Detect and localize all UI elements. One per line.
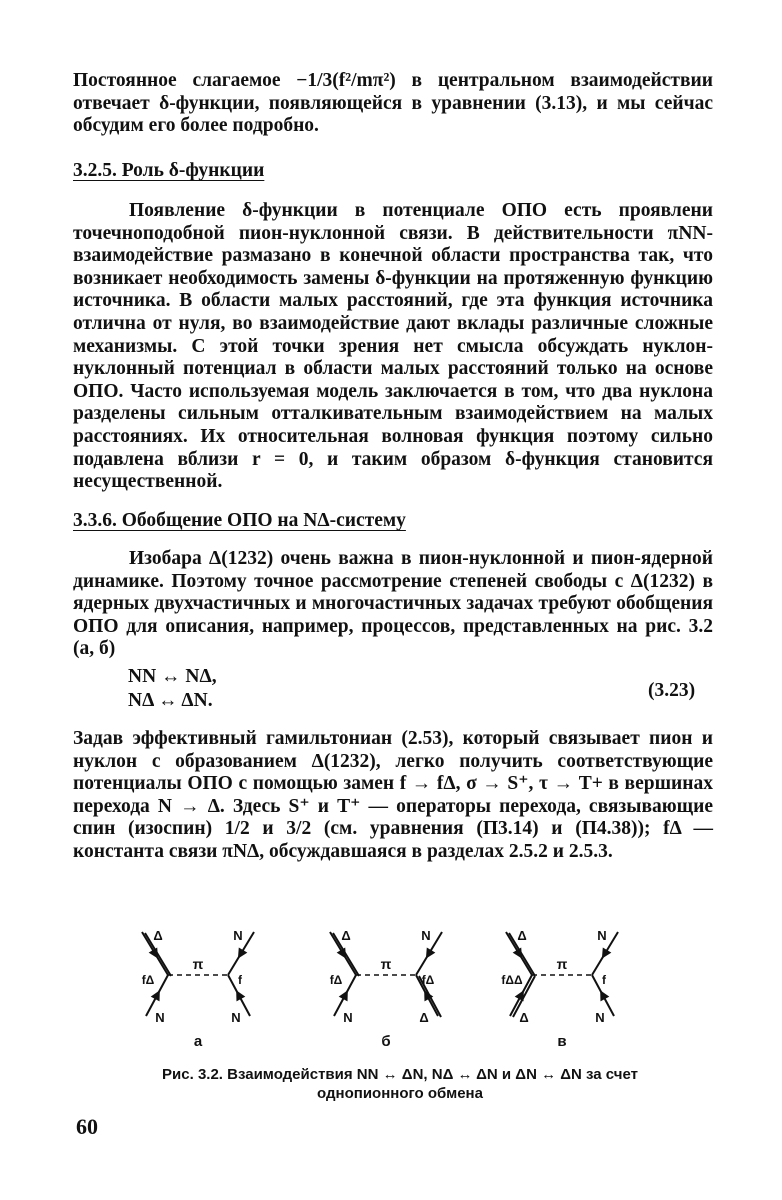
equation-line-1: NN ↔ NΔ, [128, 666, 217, 687]
caption-line-1: Рис. 3.2. Взаимодействия NN ↔ ΔN, NΔ ↔ ΔN и ΔN ↔ ΔN за счет [162, 1066, 638, 1083]
caption-line-2: однопионного обмена [317, 1085, 483, 1102]
diagram-2-pion-label: π [380, 956, 392, 972]
figure-caption [100, 1065, 700, 1103]
diagram-3-top-left-label: Δ [517, 928, 527, 943]
diagram-1-bottom-right-label: N [231, 1010, 241, 1025]
page-number: 60 [76, 1114, 98, 1139]
diagram-2-bottom-right-label: Δ [419, 1010, 429, 1025]
diagram-3-letter: в [557, 1033, 567, 1050]
equation-number: (3.23) [648, 680, 696, 701]
diagram-3-pion-label: π [556, 956, 568, 972]
diagram-3-top-right-label: N [597, 928, 607, 943]
equation-line-2: NΔ ↔ ΔN. [128, 690, 213, 711]
diagram-2-bottom-left-label: N [343, 1010, 353, 1025]
feynman-diagrams-figure [120, 920, 660, 1060]
intro-paragraph: Постоянное слагаемое −1/3(f²/mπ²) в центральном взаимодействии отвечает δ-функции, появляющейся в уравнении (3.13), и мы сейчас обсудим его более подробно. [73, 70, 713, 137]
diagram-3-vertex-left-label: fΔΔ [501, 973, 523, 987]
diagram-1-pion-label: π [192, 956, 204, 972]
diagram-1-letter: а [193, 1033, 203, 1050]
diagram-1-bottom-left-label: N [155, 1010, 165, 1025]
diagram-2-top-right-label: N [421, 928, 431, 943]
diagram-1-top-left-label: Δ [153, 928, 163, 943]
section-heading-3-2-5: 3.2.5. Роль δ-функции [73, 160, 265, 181]
section-3-3-6-paragraph-1: Изобара Δ(1232) очень важна в пион-нуклонной и пион-ядерной динамике. Поэтому точное рассмотрение степеней свободы с Δ(1232) в ядерных двухчастичных и многочастичных задачах требуют обобщения ОПО для описания, например, процессов, представленных на рис. 3.2 (а, б) [73, 548, 713, 660]
diagram-3-bottom-left-label: Δ [519, 1010, 529, 1025]
diagram-3-vertex-right-label: f [602, 973, 606, 987]
diagram-2-vertex-right-label: fΔ [421, 973, 435, 987]
diagram-1-top-right-label: N [233, 928, 243, 943]
diagram-2-top-left-label: Δ [341, 928, 351, 943]
diagram-1-vertex-left-label: fΔ [141, 973, 155, 987]
diagram-2-vertex-left-label: fΔ [329, 973, 343, 987]
section-3-3-6-paragraph-2: Задав эффективный гамильтониан (2.53), который связывает пион и нуклон с образованием Δ(1232), легко получить соответствующие потенциалы ОПО с помощью замен f → fΔ, σ → S⁺, τ → T+ в вершинах перехода N → Δ. Здесь S⁺ и T⁺ — операторы перехода, связывающие спин (изоспин) 1/2 и 3/2 (см. уравнения (П3.14) и (П4.38)); fΔ — константа связи πNΔ, обсуждавшаяся в разделах 2.5.2 и 2.5.3. [73, 728, 713, 862]
diagram-3-bottom-right-label: N [595, 1010, 605, 1025]
section-heading-3-3-6: 3.3.6. Обобщение ОПО на NΔ-систему [73, 510, 406, 531]
diagram-2-letter: б [381, 1033, 391, 1050]
section-3-2-5-paragraph: Появление δ-функции в потенциале ОПО есть проявлени точечноподобной пион-нуклонной связи. В действительности πNN-взаимодействие размазано в конечной области пространства так, что возникает необходимость замены δ-функции на протяженную функцию источника. В области малых расстояний, где эта функция источника отлична от нуля, во взаимодействие дают вклады различные сложные механизмы. С этой точки зрения нет смысла обсуждать нуклон-нуклонный потенциал в области малых расстояний только на основе ОПО. Часто используемая модель заключается в том, что два нуклона разделены сильным отталкивательным взаимодействием на малых расстояниях. Их относительная волновая функция поэтому сильно подавлена вблизи r = 0, и таким образом δ-функция становится несущественной. [73, 200, 713, 493]
diagram-1-vertex-right-label: f [238, 973, 242, 987]
